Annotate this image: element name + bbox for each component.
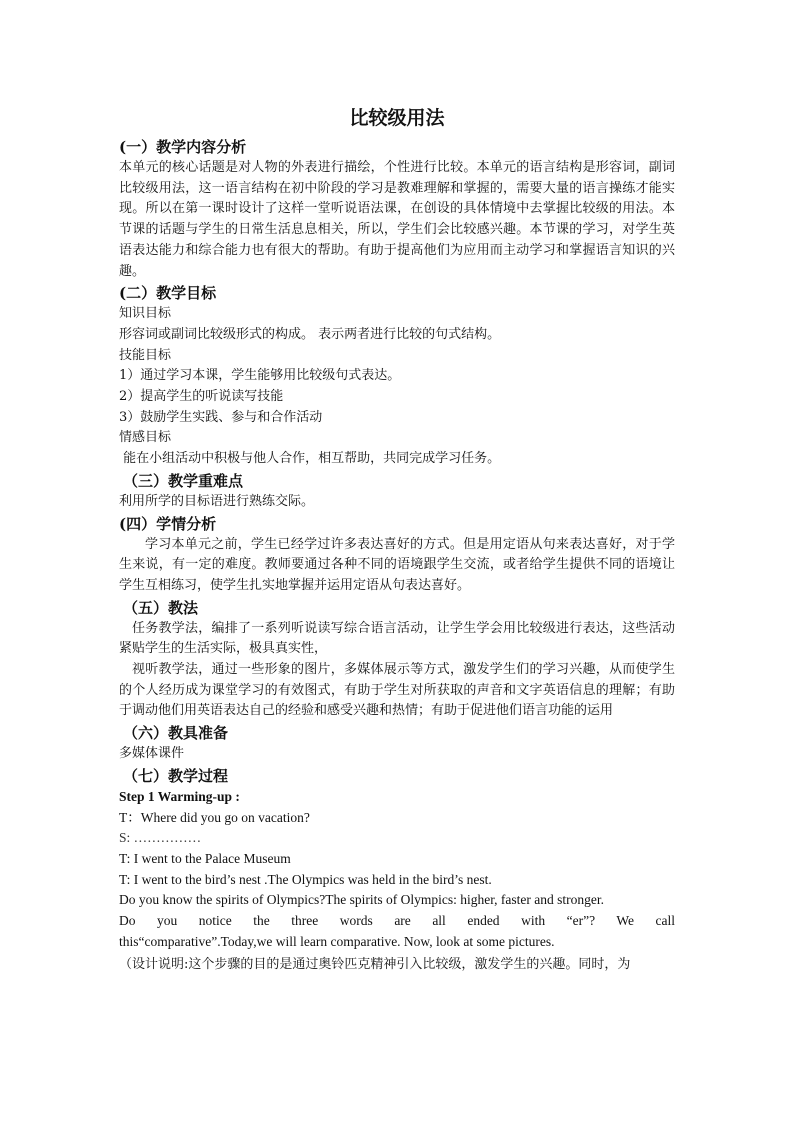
skill-goal-item: 1）通过学习本课，学生能够用比较级句式表达。 (119, 368, 401, 384)
document-title: 比较级用法 (349, 107, 445, 129)
dialogue-line: T: I went to the Palace Museum (119, 850, 291, 866)
section-heading-3: （三）教学重难点 (123, 471, 244, 490)
emotion-goal-label: 情感目标 (119, 430, 172, 446)
document-page (119, 104, 675, 975)
dialogue-paragraph-line: Do you notice the three words are all ended with “er”? We call (119, 913, 675, 929)
dialogue-line: S: …………… (119, 830, 202, 846)
step-heading: Step 1 Warming-up : (119, 788, 240, 804)
dialogue-line: T：Where did you go on vacation? (119, 809, 310, 825)
skill-goal-label: 技能目标 (119, 347, 172, 363)
section-heading-1: (一）教学内容分析 (119, 138, 247, 156)
dialogue-paragraph: Do you know the spirits of Olympics?The spirits of Olympics: higher, faster and stronger. (119, 892, 605, 908)
section-heading-7: （七）教学过程 (123, 766, 229, 785)
knowledge-goal-label: 知识目标 (119, 306, 172, 322)
section-heading-6: （六）教具准备 (123, 724, 229, 743)
section-heading-5: （五）教法 (123, 598, 199, 617)
dialogue-line: T: I went to the bird’s nest .The Olympics was held in the bird’s nest. (119, 871, 492, 887)
section-body-6: 多媒体课件 (119, 746, 185, 762)
section-body-5-para-2: 视听教学法，通过一些形象的图片，多媒体展示等方式，激发学生们的学习兴趣，从而使学生的个人经历成为课堂学习的有效图式，有助于学生对所获取的声音和文字英语信息的理解；有助于调动他们用英语表达自己的经验和感受兴趣和热情；有助于促进他们语言功能的运用 (119, 662, 675, 719)
section-body-3: 利用所学的目标语进行熟练交际。 (119, 493, 315, 509)
knowledge-goal-text: 形容词或副词比较级形式的构成。 表示两者进行比较的句式结构。 (119, 326, 501, 342)
emotion-goal-text: 能在小组活动中积极与他人合作，相互帮助，共同完成学习任务。 (119, 451, 501, 467)
section-heading-2: (二）教学目标 (119, 284, 217, 303)
section-body-1: 本单元的核心话题是对人物的外表进行描绘，个性进行比较。本单元的语言结构是形容词，副词比较级用法，这一语言结构在初中阶段的学习是教难理解和掌握的，需要大量的语言操练才能实现。所以在第一课时设计了这样一堂听说语法课，在创设的具体情境中去掌握比较级的用法。本节课的话题与学生的日常生活息息相关，所以，学生们会比较感兴趣。本节课的学习，对学生英语表达能力和综合能力也有很大的帮助。有助于提高他们为应用而主动学习和掌握语言知识的兴趣。 (119, 160, 675, 279)
section-heading-4: (四）学情分析 (119, 514, 217, 533)
skill-goal-item: 3）鼓励学生实践、参与和合作活动 (119, 409, 323, 425)
skill-goal-item: 2）提高学生的听说读写技能 (119, 389, 284, 405)
section-body-5-para-1: 任务教学法，编排了一系列听说读写综合语言活动，让学生学会用比较级进行表达，这些活动紧贴学生的生活实际，极具真实性， (119, 620, 675, 657)
section-body-4: 学习本单元之前，学生已经学过许多表达喜好的方式。但是用定语从句来表达喜好，对于学生来说，有一定的难度。教师要通过各种不同的语境跟学生交流，或者给学生提供不同的语境让学生互相练习，使学生扎实地掌握并运用定语从句表达喜好。 (119, 536, 675, 593)
design-note: （设计说明:这个步骤的目的是通过奥铃匹克精神引入比较级，激发学生的兴趣。同时，为 (119, 956, 631, 972)
dialogue-paragraph-line: this“comparative”.Today,we will learn comparative. Now, look at some pictures. (119, 933, 555, 949)
